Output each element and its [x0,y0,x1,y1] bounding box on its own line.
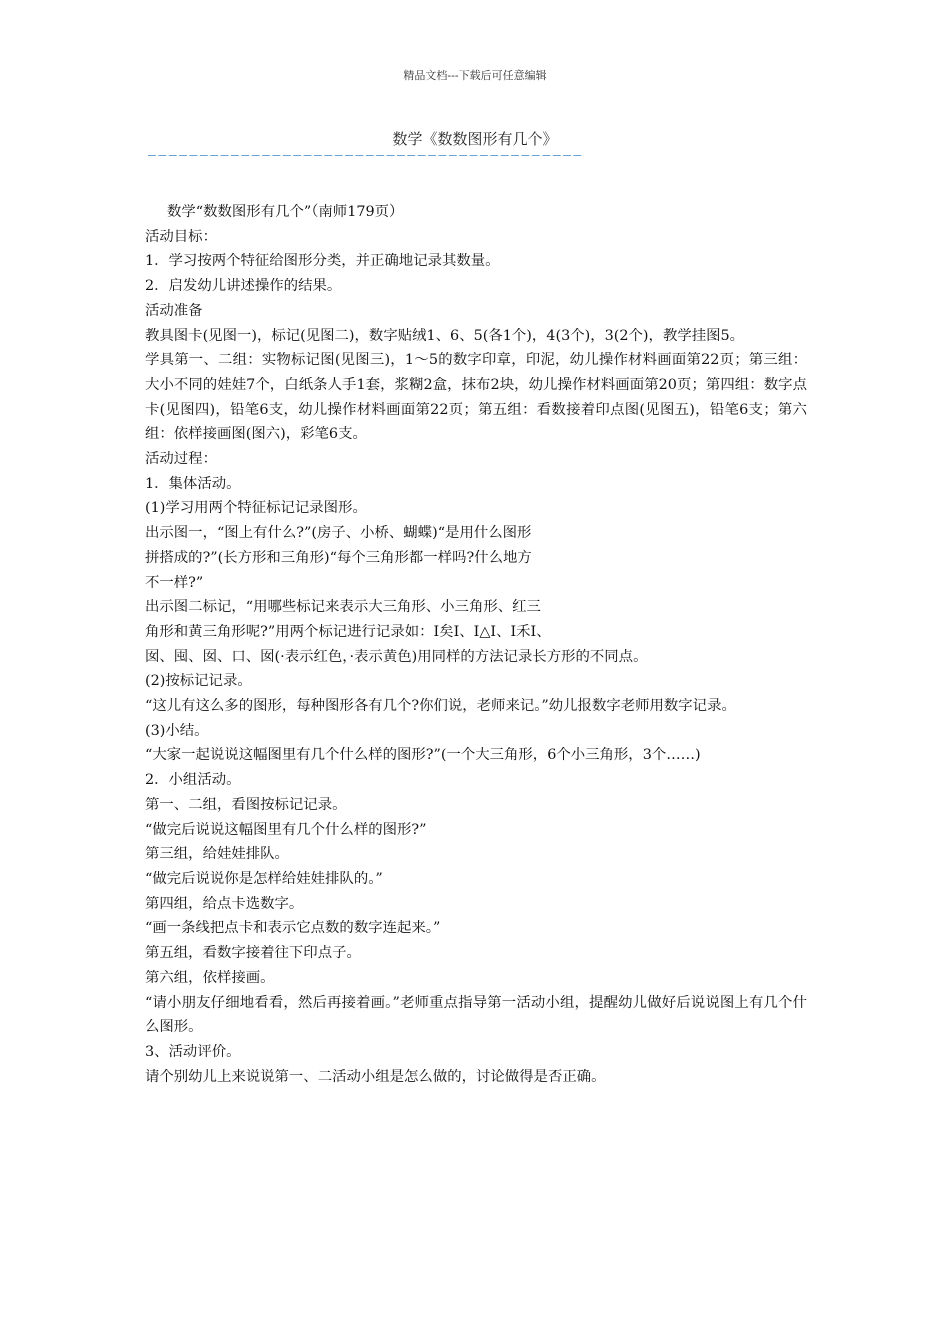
paragraph: “做完后说说这幅图里有几个什么样的图形?” [145,821,427,838]
paragraph: 学具第一、二组：实物标记图(见图三)，1～5的数字印章，印泥，幼儿操作材料画面第22页；第三组：大小不同的娃娃7个，白纸条人手1套，浆糊2盒，抹布2块，幼儿操作材料画面第20页；第四组：数字点卡(见图四)，铅笔6支，幼儿操作材料画面第22页；第五组：看数接着印点图(见图五)，铅笔6支；第六组：依样接画图(图六)，彩笔6支。 [145,352,807,443]
document-body [145,200,807,1089]
paragraph: 活动目标： [145,228,217,245]
paragraph: 1．集体活动。 [145,475,241,492]
paragraph: 2．启发幼儿讲述操作的结果。 [145,278,342,295]
paragraph: 第四组，给点卡选数字。 [145,895,304,912]
paragraph: 第一、二组，看图按标记记录。 [145,796,347,813]
paragraph: 2．小组活动。 [145,772,241,789]
paragraph: “大家一起说说这幅图里有几个什么样的图形?”(一个大三角形，6个小三角形，3个……) [145,747,701,764]
paragraph: “请小朋友仔细地看看，然后再接着画。”老师重点指导第一活动小组，提醒幼儿做好后说说图上有几个什么图形。 [145,994,807,1036]
paragraph: 第六组，依样接画。 [145,969,275,986]
paragraph: 1．学习按两个特征给图形分类，并正确地记录其数量。 [145,253,500,270]
paragraph: (3)小结。 [145,722,209,739]
paragraph: 角形和黄三角形呢?”用两个标记进行记录如：Ⅰ矣Ⅰ、Ⅰ△Ⅰ、Ⅰ禾Ⅰ、 [145,623,551,640]
paragraph: 教具图卡(见图一)，标记(见图二)，数字贴绒1、6、5(各1个)，4(3个)，3(2个)，教学挂图5。 [145,327,745,344]
paragraph: 囡、囤、囡、口、囡(·表示红色，·表示黄色)用同样的方法记录长方形的不同点。 [145,648,648,665]
paragraph: 活动过程： [145,451,217,468]
paragraph: 第三组，给娃娃排队。 [145,846,289,863]
paragraph: 活动准备 [145,302,203,319]
paragraph: 请个别幼儿上来说说第一、二活动小组是怎么做的，讨论做得是否正确。 [145,1068,606,1085]
paragraph: 出示图二标记，“用哪些标记来表示大三角形、小三角形、红三 [145,599,541,616]
paragraph: (1)学习用两个特征标记记录图形。 [145,500,367,517]
paragraph: (2)按标记记录。 [145,673,252,690]
paragraph: 出示图一，“图上有什么?”(房子、小桥、蝴蝶)“是用什么图形 [145,525,532,542]
paragraph: “做完后说说你是怎样给娃娃排队的。” [145,870,383,887]
page-header: 精品文档---下载后可任意编辑 [403,69,547,82]
paragraph: “画一条线把点卡和表示它点数的数字连起来。” [145,920,441,937]
paragraph: 不一样?” [145,574,204,591]
paragraph: 3、活动评价。 [145,1043,241,1060]
paragraph: “这儿有这么多的图形，每种图形各有几个?你们说，老师来记。”幼儿报数字老师用数字记录。 [145,698,736,715]
paragraph: 第五组，看数字接着往下印点子。 [145,945,361,962]
title-divider: —————————————————————————————————————————— [148,150,584,162]
paragraph-heading: 数学“数数图形有几个”（南师179页） [167,204,404,220]
document-title: 数学《数数图形有几个》 [392,130,558,148]
paragraph: 拼搭成的?”(长方形和三角形)“每个三角形都一样吗?什么地方 [145,549,532,566]
